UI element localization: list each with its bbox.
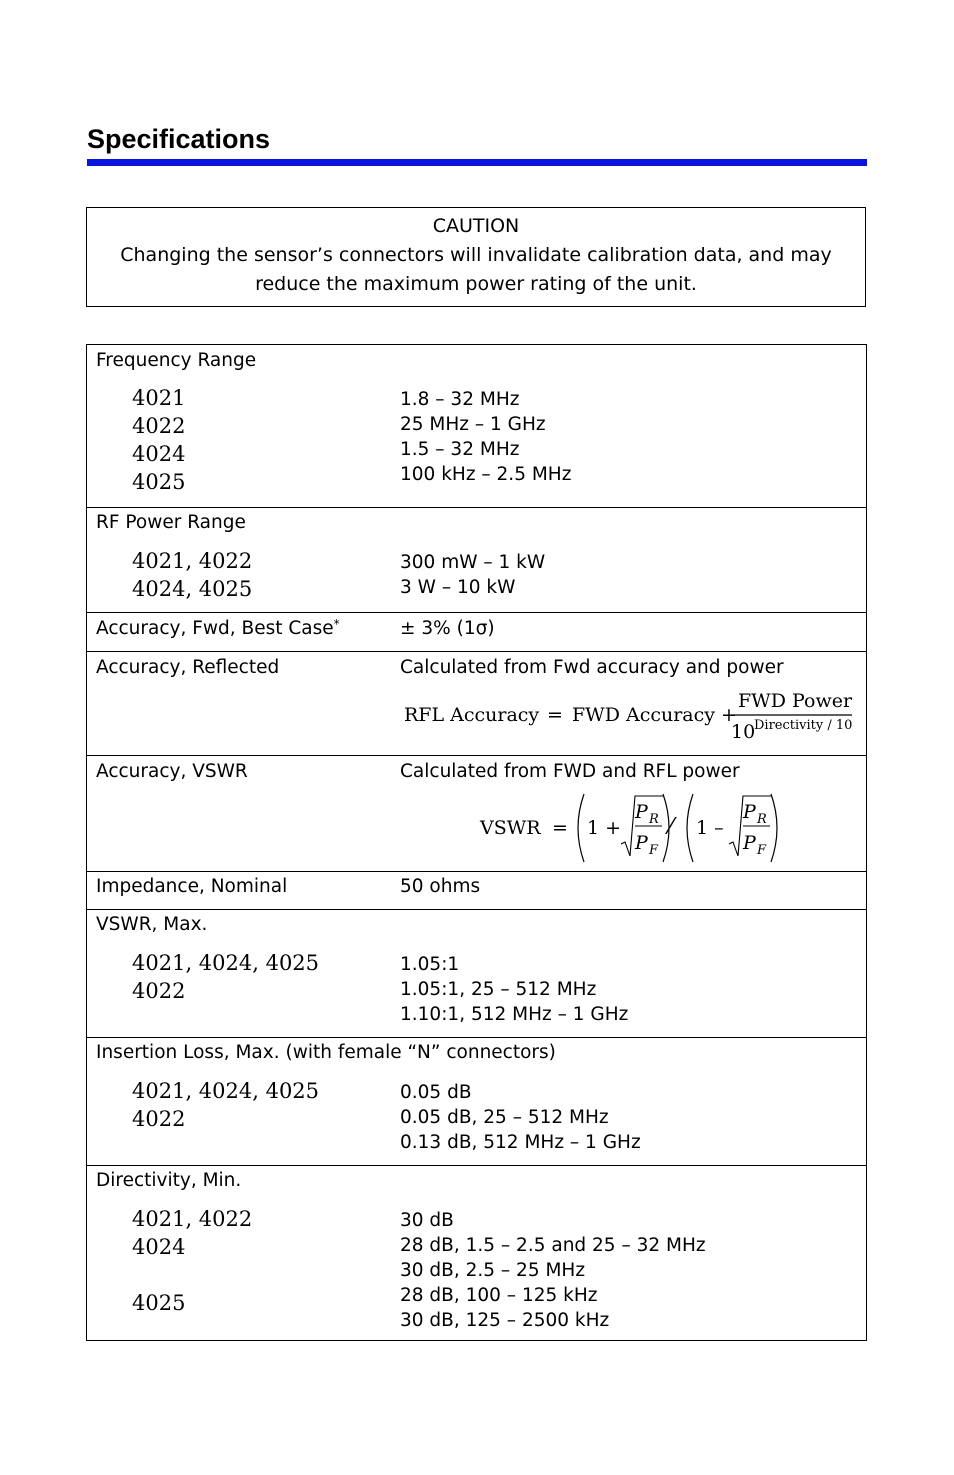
page-title: Specifications	[87, 124, 271, 154]
formula-den: P	[635, 832, 648, 854]
spec-label: Insertion Loss, Max. (with female “N” connectors)	[96, 1042, 556, 1063]
formula-den-sub: F	[757, 843, 767, 858]
value-item: 1.10:1, 512 MHz – 1 GHz	[400, 1004, 629, 1025]
value-item: 1.5 – 32 MHz	[400, 439, 520, 460]
value-item: 1.8 – 32 MHz	[400, 389, 520, 410]
paren-open	[687, 794, 693, 862]
value-item: 28 dB, 100 – 125 kHz	[400, 1285, 598, 1306]
value-list	[400, 1208, 706, 1333]
value-item: 25 MHz – 1 GHz	[400, 414, 546, 435]
formula-denominator-exponent: Directivity / 10	[754, 718, 853, 733]
caution-box	[86, 207, 866, 307]
caution-heading: CAUTION	[432, 215, 520, 237]
formula-den: P	[743, 832, 756, 854]
spec-label	[96, 616, 340, 641]
value-item: 1.05:1	[400, 954, 460, 975]
formula-lhs: VSWR	[480, 817, 541, 839]
spec-row-accuracy-fwd	[87, 612, 866, 651]
formula-term: FWD Accuracy +	[572, 704, 737, 726]
formula-num: P	[635, 801, 648, 823]
paren-close	[771, 794, 777, 862]
spec-row-frequency-range	[87, 345, 866, 507]
value-list	[400, 1080, 641, 1155]
model-list	[132, 1205, 252, 1261]
spec-label: Accuracy, VSWR	[96, 761, 248, 782]
value-item: 30 dB, 2.5 – 25 MHz	[400, 1260, 586, 1281]
spec-label: Accuracy, Reflected	[96, 657, 280, 678]
formula-denominator-base: 10	[731, 721, 756, 743]
formula-equals: =	[552, 817, 568, 839]
formula-equals: =	[547, 704, 563, 726]
value-item: 0.05 dB	[400, 1082, 472, 1103]
spec-row-accuracy-vswr	[87, 755, 866, 871]
model-item: 4025	[132, 1291, 186, 1315]
spec-row-directivity	[87, 1165, 866, 1341]
spec-row-impedance	[87, 871, 866, 909]
rfl-accuracy-formula	[397, 686, 857, 746]
spec-label-text: Accuracy, Fwd, Best Case	[96, 618, 334, 639]
model-item: 4021, 4022	[132, 549, 253, 573]
spec-row-insertion-loss	[87, 1037, 866, 1165]
spec-row-rf-power-range	[87, 507, 866, 612]
spec-value: 50 ohms	[400, 876, 481, 897]
spec-label: Impedance, Nominal	[96, 876, 288, 897]
caution-line-2: reduce the maximum power rating of the unit.	[255, 273, 697, 295]
spec-row-accuracy-reflected	[87, 651, 866, 755]
spec-label: RF Power Range	[96, 512, 246, 533]
spec-label: Frequency Range	[96, 350, 257, 371]
model-item: 4024	[132, 1235, 186, 1259]
model-item: 4022	[132, 979, 186, 1003]
spec-label: VSWR, Max.	[96, 914, 208, 935]
formula-num-sub: R	[649, 812, 659, 827]
spec-table	[86, 344, 867, 1341]
spec-value: Calculated from FWD and RFL power	[400, 761, 740, 782]
spec-value: ± 3% (1σ)	[400, 618, 495, 639]
title-rule	[87, 159, 867, 166]
model-item: 4024	[132, 442, 186, 466]
formula-numerator: FWD Power	[738, 690, 853, 712]
formula-num-sub: R	[757, 812, 767, 827]
value-list	[400, 387, 571, 487]
formula-one-minus: 1 –	[696, 817, 724, 839]
model-list	[132, 1077, 319, 1133]
formula-num: P	[743, 801, 756, 823]
model-item: 4025	[132, 470, 186, 494]
model-item: 4021	[132, 386, 186, 410]
model-list	[132, 1289, 185, 1317]
footnote-mark: *	[333, 617, 340, 631]
value-item: 0.13 dB, 512 MHz – 1 GHz	[400, 1132, 641, 1153]
value-item: 3 W – 10 kW	[400, 577, 516, 598]
model-item: 4021, 4024, 4025	[132, 951, 320, 975]
spec-label: Directivity, Min.	[96, 1170, 242, 1191]
value-item: 30 dB	[400, 1210, 454, 1231]
caution-line-1: Changing the sensor’s connectors will invalidate calibration data, and may	[120, 244, 832, 266]
paren-open	[578, 794, 584, 862]
value-item: 300 mW – 1 kW	[400, 552, 546, 573]
spec-value: Calculated from Fwd accuracy and power	[400, 657, 784, 678]
value-item: 100 kHz – 2.5 MHz	[400, 464, 572, 485]
value-item: 28 dB, 1.5 – 2.5 and 25 – 32 MHz	[400, 1235, 706, 1256]
formula-den-sub: F	[649, 843, 659, 858]
model-list	[132, 547, 252, 603]
formula-one-plus: 1 +	[587, 817, 622, 839]
model-item: 4024, 4025	[132, 577, 253, 601]
value-list	[400, 952, 628, 1027]
model-item: 4022	[132, 414, 186, 438]
model-item: 4021, 4022	[132, 1207, 253, 1231]
value-item: 0.05 dB, 25 – 512 MHz	[400, 1107, 609, 1128]
value-item: 1.05:1, 25 – 512 MHz	[400, 979, 597, 1000]
spec-row-vswr-max	[87, 909, 866, 1037]
formula-lhs: RFL Accuracy	[404, 704, 540, 726]
model-item: 4022	[132, 1107, 186, 1131]
formula-slash: ⁄	[669, 815, 673, 840]
value-item: 30 dB, 125 – 2500 kHz	[400, 1310, 610, 1331]
model-list	[132, 384, 185, 496]
vswr-formula	[472, 792, 782, 864]
model-item: 4021, 4024, 4025	[132, 1079, 320, 1103]
value-list	[400, 550, 545, 600]
model-list	[132, 949, 319, 1005]
